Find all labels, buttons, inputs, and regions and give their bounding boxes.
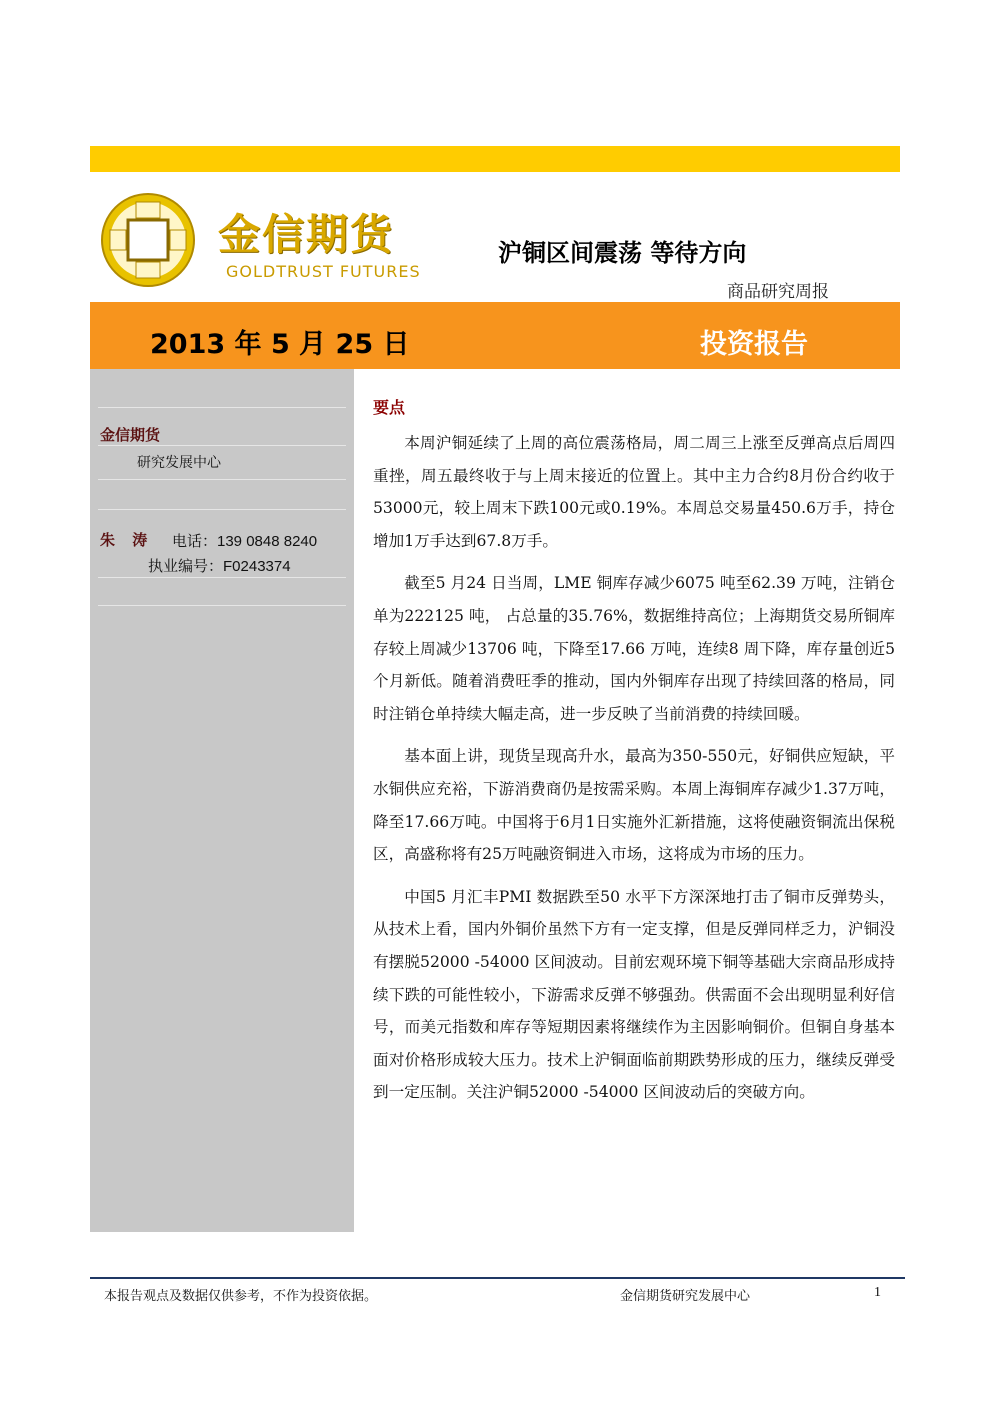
top-accent-bar [90,146,900,172]
analyst-name: 朱 涛 [100,531,154,549]
sidebar-divider [98,605,346,606]
company-logo [100,190,430,290]
sidebar-company: 金信期货 [100,426,161,444]
sidebar-divider [98,577,346,578]
sidebar [90,369,354,1232]
report-subtitle: 商品研究周报 [727,282,829,302]
sidebar-divider [98,407,346,408]
paragraph-2: 截至5 月24 日当周，LME 铜库存减少6075 吨至62.39 万吨，注销仓单为222125 吨， 占总量的35.76%，数据维持高位；上海期货交易所铜库存较上周减少13706 吨，下降至17.66 万吨，连续8 周下降，库存量创近5 个月新低。随着消费旺季的推动，国内外铜库存出现了持续回落的格局，同时注销仓单持续大幅走高，进一步反映了当前消费的持续回暖。 [373,574,895,723]
footer-divider [90,1277,905,1279]
paragraph-3: 基本面上讲，现货呈现高升水，最高为350-550元，好铜供应短缺，平水铜供应充裕，下游消费商仍是按需采购。本周上海铜库存减少1.37万吨，降至17.66万吨。中国将于6月1日实施外汇新措施，这将使融资铜流出保税区，高盛称将有25万吨融资铜进入市场，这将成为市场的压力。 [373,747,895,864]
footer-disclaimer: 本报告观点及数据仅供参考，不作为投资依据。 [104,1289,378,1304]
logo-english-name: GOLDTRUST FUTURES [226,262,421,281]
paragraph-1: 本周沪铜延续了上周的高位震荡格局，周二周三上涨至反弹高点后周四重挫，周五最终收于与上周末接近的位置上。其中主力合约8月份合约收于53000元，较上周末下跌100元或0.19%。本周总交易量450.6万手，持仓增加1万手达到67.8万手。 [373,434,895,550]
report-type: 投资报告 [700,329,808,360]
sidebar-divider [98,445,346,446]
main-content [373,395,895,1119]
logo-chinese-name: 金信期货 [218,210,395,259]
paragraph-4: 中国5 月汇丰PMI 数据跌至50 水平下方深深地打击了铜市反弹势头，从技术上看，国内外铜价虽然下方有一定支撑，但是反弹同样乏力，沪铜没有摆脱52000 -54000 区间波动。目前宏观环境下铜等基础大宗商品形成持续下跌的可能性较小，下游需求反弹不够强劲。供需面不会出现明显利好信号，而美元指数和库存等短期因素将继续作为主因影响铜价。但铜自身基本面对价格形成较大压力。技术上沪铜面临前期跌势形成的压力，继续反弹受到一定压制。关注沪铜52000 -54000 区间波动后的突破方向。 [373,887,895,1102]
coin-logo-icon [100,192,196,288]
report-date: 2013 年 5 月 25 日 [150,329,410,360]
analyst-license: 执业编号：F0243374 [148,558,291,575]
page-number: 1 [874,1285,881,1300]
analyst-phone: 电话：139 0848 8240 [172,533,318,550]
section-title: 要点 [373,398,406,417]
sidebar-divider [98,509,346,510]
date-band [90,302,900,369]
sidebar-department: 研究发展中心 [137,455,221,471]
report-title: 沪铜区间震荡 等待方向 [498,238,747,267]
sidebar-divider [98,479,346,480]
footer-organization: 金信期货研究发展中心 [620,1289,751,1304]
